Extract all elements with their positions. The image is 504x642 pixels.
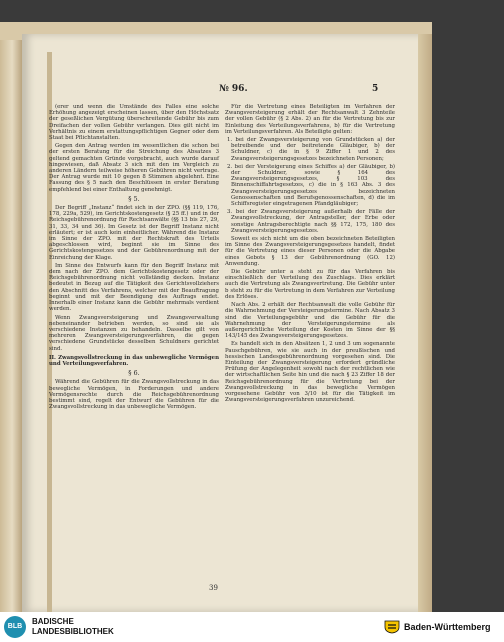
issue-number: № 96. (219, 84, 248, 94)
paragraph: Es handelt sich in den Absätzen 1, 2 und 3 um sogenannte Pauschgebühren, wie sie auch in der preußischen und hessischen Landesgebührenordnung vorgesehen sind. Die Einteilung der Zwangsversteigerung erfordert gründliche Prüfung der Angelegenheit sowohl nach der rechtlichen wie der wirtschaftlichen Seite hin und die nach § 23 Ziffer 18 der Reichsgebührenordnung für die Vertretung bei der Zwangsvollstreckung in das bewegliche Vermögen vorgesehene Gebühr von 3/10 ist für die Tätigkeit im Zwangsversteigerungsverfahren unzureichend. (225, 341, 395, 404)
page-edge-right (418, 34, 432, 612)
paragraph: Nach Abs. 2 erhält der Rechtsanwalt die volle Gebühr für die Wahrnehmung der Versteigerungstermine. Nach Absatz 3 sind die Verteilungsgebühr und die Gebühr für die Wahrnehmung der Versteigerungstermine als außergerichtliche Verteilung der Kosten im Sinne der §§ 143/145 des Zwangsversteigerungsgesetzes. (225, 302, 395, 340)
library-name[interactable] (32, 617, 114, 637)
state-coat-of-arms-icon[interactable] (384, 620, 400, 634)
scanned-page (22, 34, 422, 612)
state-name[interactable]: Baden-Württemberg (404, 622, 491, 632)
paragraph: Wenn Zwangsversteigerung und Zwangsverwaltung nebeneinander betrieben werden, so sind sie als verschiedene Instanzen zu behandeln. Dasselbe gilt von mehreren Zwangsversteigerungsverfahren, die gegen verschiedene Grundstücke desselben Schuldners gerichtet sind. (49, 314, 219, 352)
list-item: 3. bei der Zwangsversteigerung außerhalb der Fälle der Zwangsvollstreckung, der Antragsteller, der Erbe oder sonstige Antragsberechtigte nach §§ 172, 175, 180 des Zwangsversteigerungsgesetzes. (227, 209, 395, 234)
page-number-bottom: 39 (209, 584, 218, 592)
paragraph: Der Begriff „Instanz“ findet sich in der ZPO. (§§ 119, 176, 178, 229a, 529), im Gerichtskostengesetz (§ 25 ff.) und in der Reichsgebührenordnung für Rechtsanwälte (§§ 13 bis 27, 29, 31, 33, 34 und 36). Im Gesetz ist der Begriff Instanz nicht erläutert; er ist auch kein einheitlicher. Während die Instanz im Sinne der ZPO. mit der Rechtskraft des Urteils abgeschlossen wird, beginnt sie im Sinne des Gerichtskostengesetzes und der Gebührenordnung mit der Einreichung der Klage. (49, 205, 219, 261)
paragraph: Gegen den Antrag werden im wesentlichen die schon bei der ersten Beratung für die Streichung des Absatzes 3 geltend gemachten Gründe vorgebracht, auch wurde darauf hingewiesen, daß Absatz 3 sich mit den im Vergleich zu anderen Ländern teilweise höheren Gebühren nicht vertrage. Der Antrag wurde mit 10 gegen 8 Stimmen abgelehnt. Eine Fassung des § 5 nach den Beschlüssen in erster Beratung empfehlend bei einer Enthaltung genehmigt. (49, 143, 219, 193)
section-heading: § 5. (128, 194, 140, 203)
text-column-right (225, 104, 395, 405)
brand-bar (0, 612, 504, 642)
left-page-edge (0, 40, 22, 612)
paragraph: (erer und wenn die Umstände des Falles eine solche Erhöhung angezeigt erscheinen lassen, über den Höchstsatz der geseßlichen Vergütung überschreitende Gebühr bis zum Dreifachen der vollen Gebühr verlangen. Dies gilt nicht im Verhältnis zu einem erstattungspflichtigen Gegner oder dem Staat bei Pflichtanstalten. (49, 104, 219, 142)
paragraph: Die Gebühr unter a steht zu für das Verfahren bis einschließlich der Verteilung des Zuschlags. Dies erklärt auch die Vertretung als Zwangsvertretung. Die Gebühr unter b steht zu für die Vertretung in dem Verfahren zur Verteilung des Erlöses. (225, 269, 395, 300)
paragraph: Für die Vertretung eines Beteiligten im Verfahren der Zwangsversteigerung erhält der Rechtsanwalt 3 Zehnteile der vollen Gebühr (§ 2 Abs. 2) an für die Vertretung bis zur Einleitung des Verteilungsverfahrens, b) für die Vertretung im Verteilungsverfahren. Als Beteiligte gelten: (225, 104, 395, 135)
section-heading: § 6. (128, 369, 140, 378)
chapter-heading: II. Zwangsvollstreckung in das unbewegliche Vermögen und Verteilungsverfahren. (49, 354, 219, 367)
blb-logo-icon[interactable]: BLB (4, 616, 26, 638)
library-name-line1: BADISCHE (32, 617, 74, 626)
paragraph: Soweit es sich nicht um die oben bezeichneten Beteiligten im Sinne des Zwangsversteigerungsgesetzes handelt, findet für die Vertretung eines dieser Personen oder die Abgabe eines Gebots § 13 der Gebührenordnung (GO. 12) Anwendung. (225, 236, 395, 267)
list-item: 1. bei der Zwangsversteigerung von Grundstücken a) der betreibende und der beitretende Gläubiger, b) der Schuldner, c) die in § 9 Ziffer 1 und 2 des Zwangsversteigerungsgesetzes bezeichneten Personen; (227, 137, 395, 162)
paragraph: Während die Gebühren für die Zwangsvollstreckung in das bewegliche Vermögen, in Forderungen und andere Vermögensrechte durch die Reichsgebührenordnung bestimmt sind, regelt der Entwurf die Gebühren für die Zwangsvollstreckung in das unbewegliche Vermögen. (49, 379, 219, 411)
text-column-left (49, 104, 219, 412)
book-scan (0, 22, 432, 612)
page-number-top: 5 (372, 84, 379, 94)
library-name-line2: LANDESBIBLIOTHEK (32, 627, 114, 636)
list-item: 2. bei der Versteigerung eines Schiffes a) der Gläubiger, b) der Schuldner, sowie § 164 des Zwangsversteigerungsgesetzes, § 103 des Binnenschiffahrtsgesetzes, c) die in § 163 Abs. 3 des Zwangsversteigerungsgesetzes bezeichneten Genossenschaften und Berufsgenossenschaften, d) die im Schiffsregister eingetragenen Pfandgläubiger; (227, 163, 395, 208)
paragraph: Im Sinne des Entwurfs kann für den Begriff Instanz mit dem nach der ZPO. dem Gerichtskostengesetz oder der Reichsgebührenordnung nicht vollständig decken. Instanz bedeutet in Bezug auf die Tätigkeit des Gerichtsvollziehers den Abschnitt des Verfahrens, welcher mit der Beauftragung beginnt und mit der Beendigung des Auftrags endet. Innerhalb einer Instanz kann die Gebühr mehrmals verdient werden. (49, 262, 219, 313)
